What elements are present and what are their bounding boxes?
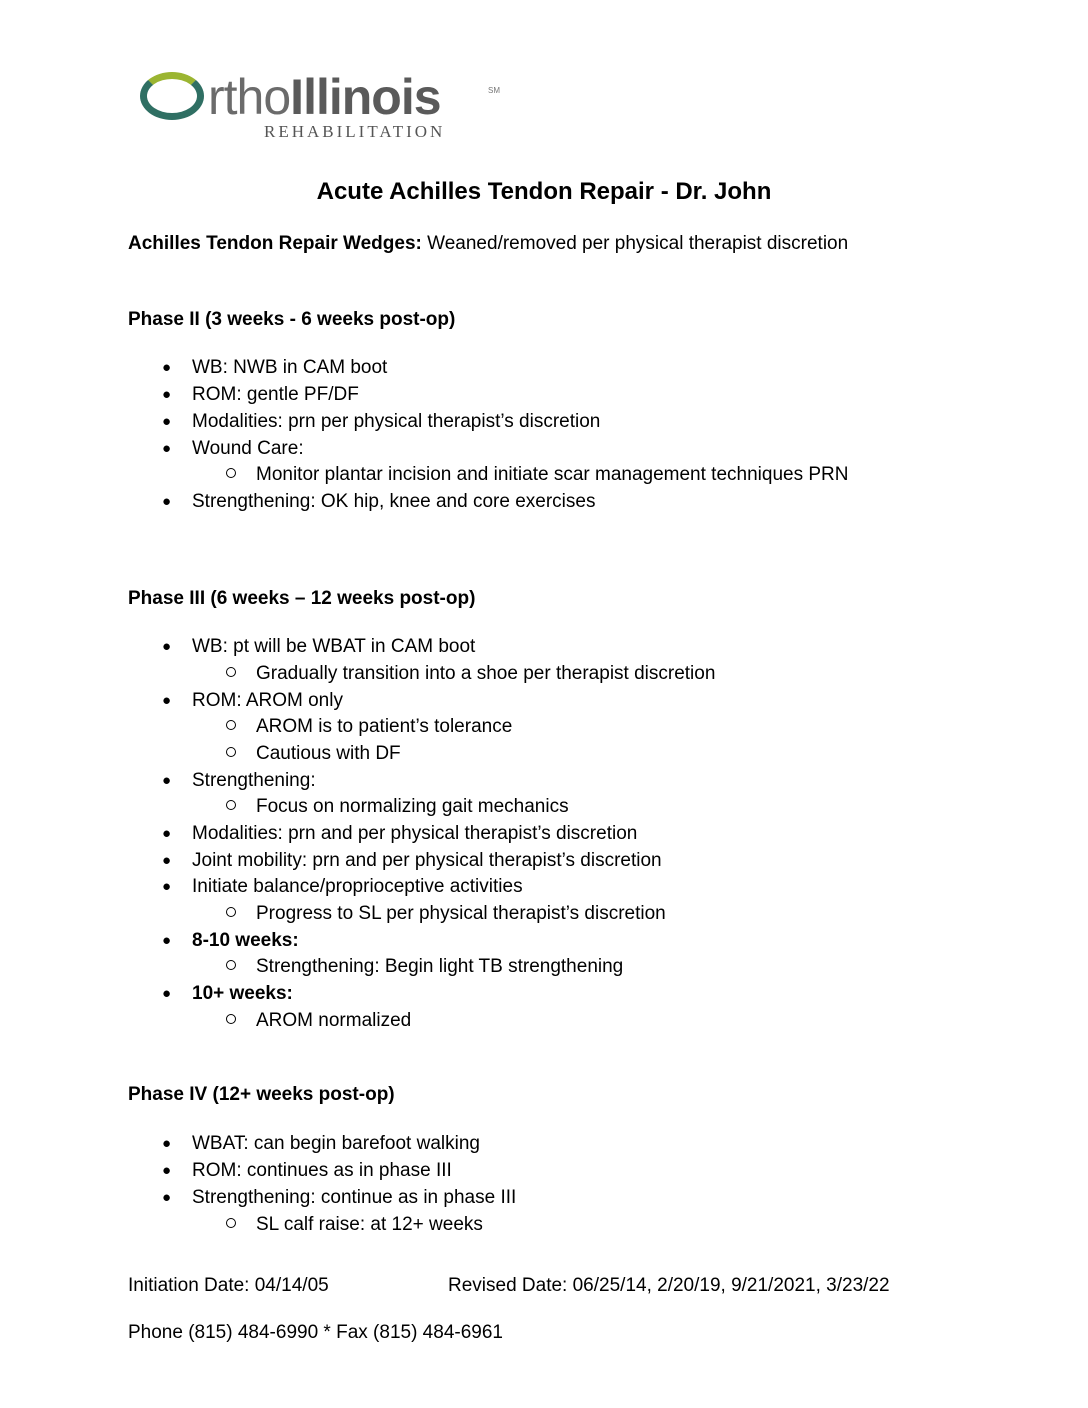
list-item: ● 8-10 weeks: <box>192 928 299 954</box>
bullet-icon: ● <box>162 1189 172 1206</box>
list-item: ● ROM: gentle PF/DF <box>192 382 359 408</box>
circle-bullet-icon <box>226 800 236 810</box>
list-item: ● 10+ weeks: <box>192 981 293 1007</box>
bullet-icon: ● <box>162 413 172 430</box>
bullet-icon: ● <box>162 985 172 1002</box>
sub-list-item: AROM is to patient’s tolerance <box>256 714 512 740</box>
bullet-icon: ● <box>162 825 172 842</box>
logo-subtitle: REHABILITATION <box>264 122 446 141</box>
list-item: ● Strengthening: OK hip, knee and core exercises <box>192 489 595 515</box>
bullet-icon: ● <box>162 772 172 789</box>
list-item: ● ROM: AROM only <box>192 688 343 714</box>
initiation-date: Initiation Date: 04/14/05 <box>128 1275 329 1296</box>
bullet-icon: ● <box>162 638 172 655</box>
sub-list-item: Cautious with DF <box>256 741 401 767</box>
sub-list-item: Gradually transition into a shoe per therapist discretion <box>256 661 715 687</box>
circle-bullet-icon <box>226 747 236 757</box>
orthoillinois-logo <box>138 70 508 145</box>
bullet-icon: ● <box>162 692 172 709</box>
list-item: ● Modalities: prn per physical therapist’s discretion <box>192 409 600 435</box>
list-item: ● WBAT: can begin barefoot walking <box>192 1131 480 1157</box>
bullet-icon: ● <box>162 359 172 376</box>
bullet-icon: ● <box>162 493 172 510</box>
sub-list-item: Strengthening: Begin light TB strengthening <box>256 954 623 980</box>
circle-bullet-icon <box>226 960 236 970</box>
bullet-icon: ● <box>162 440 172 457</box>
bullet-icon: ● <box>162 932 172 949</box>
logo-service-mark: SM <box>488 86 500 95</box>
list-item: ● Wound Care: <box>192 436 304 462</box>
logo-o-ring <box>140 72 204 120</box>
circle-bullet-icon <box>226 907 236 917</box>
bullet-icon: ● <box>162 1162 172 1179</box>
sub-list-item: AROM normalized <box>256 1008 411 1034</box>
sub-list-item: Focus on normalizing gait mechanics <box>256 794 569 820</box>
circle-bullet-icon <box>226 1218 236 1228</box>
list-item: ● Modalities: prn and per physical therapist’s discretion <box>192 821 637 847</box>
phase2-heading: Phase II (3 weeks - 6 weeks post-op) <box>128 309 456 330</box>
circle-bullet-icon <box>226 667 236 677</box>
revised-date: Revised Date: 06/25/14, 2/20/19, 9/21/2021, 3/23/22 <box>448 1275 890 1296</box>
phase4-heading: Phase IV (12+ weeks post-op) <box>128 1084 395 1105</box>
list-item: ● Strengthening: continue as in phase III <box>192 1185 516 1211</box>
phase3-heading: Phase III (6 weeks – 12 weeks post-op) <box>128 588 476 609</box>
list-item: ● Strengthening: <box>192 768 316 794</box>
sub-list-item: Progress to SL per physical therapist’s discretion <box>256 901 666 927</box>
document-title: Acute Achilles Tendon Repair - Dr. John <box>316 178 772 205</box>
list-item: ● WB: pt will be WBAT in CAM boot <box>192 634 475 660</box>
contact-info: Phone (815) 484-6990 * Fax (815) 484-6961 <box>128 1322 503 1343</box>
circle-bullet-icon <box>226 1014 236 1024</box>
wedges-label: Achilles Tendon Repair Wedges: <box>128 233 422 254</box>
logo-wordmark: rthoIllinois <box>208 69 441 125</box>
sub-list-item: SL calf raise: at 12+ weeks <box>256 1212 483 1238</box>
sub-list-item: Monitor plantar incision and initiate scar management techniques PRN <box>256 462 848 488</box>
circle-bullet-icon <box>226 720 236 730</box>
list-item: ● Initiate balance/proprioceptive activities <box>192 874 523 900</box>
circle-bullet-icon <box>226 468 236 478</box>
bullet-icon: ● <box>162 386 172 403</box>
bullet-icon: ● <box>162 878 172 895</box>
wedges-text: Weaned/removed per physical therapist discretion <box>421 233 849 254</box>
list-item: ● Joint mobility: prn and per physical therapist’s discretion <box>192 848 662 874</box>
bullet-icon: ● <box>162 852 172 869</box>
bullet-icon: ● <box>162 1135 172 1152</box>
wedges-line <box>128 231 848 257</box>
list-item: ● WB: NWB in CAM boot <box>192 355 387 381</box>
list-item: ● ROM: continues as in phase III <box>192 1158 452 1184</box>
